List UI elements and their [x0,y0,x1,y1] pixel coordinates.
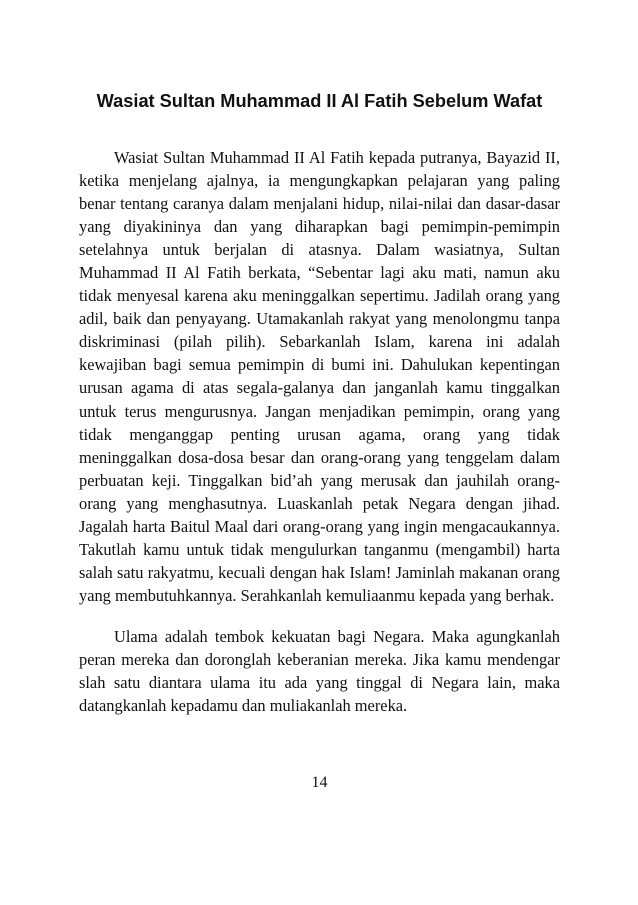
body-paragraph-1: Wasiat Sultan Muhammad II Al Fatih kepada putranya, Bayazid II, ketika menjelang ajalnya, ia mengungkapkan pelajaran yang paling benar tentang caranya dalam menjalani hidup, nilai-nilai dan dasar-dasar yang diyakininya dan yang diharapkan bagi pemimpin-pemimpin setelahnya untuk berjalan di atasnya. Dalam wasiatnya, Sultan Muhammad II Al Fatih berkata, “Sebentar lagi aku mati, namun aku tidak menyesal karena aku meninggalkan sepertimu. Jadilah orang yang adil, baik dan penyayang. Utamakanlah rakyat yang menolongmu tanpa diskriminasi (pilah pilih). Sebarkanlah Islam, karena ini adalah kewajiban bagi semua pemimpin di bumi ini. Dahulukan kepentingan urusan agama di atas segala-galanya dan janganlah kamu tinggalkan untuk terus mengurusnya. Jangan menjadikan pemimpin, orang yang tidak menganggap penting urusan agama, orang yang tidak meninggalkan dosa-dosa besar dan orang-orang yang tenggelam dalam perbuatan keji. Tinggalkan bid’ah yang merusak dan jauhilah orang-orang yang menghasutnya. Luaskanlah petak Negara dengan jihad. Jagalah harta Baitul Maal dari orang-orang yang ingin mengacaukannya. Takutlah kamu untuk tidak mengulurkan tanganmu (mengambil) harta salah satu rakyatmu, kecuali dengan hak Islam! Jaminlah makanan orang yang membutuhkannya. Serahkanlah kemuliaanmu kepada yang berhak. [79,148,560,605]
page-number: 14 [311,774,328,791]
page-title: Wasiat Sultan Muhammad II Al Fatih Sebelum Wafat [96,91,543,111]
body-paragraph-2: Ulama adalah tembok kekuatan bagi Negara. Maka agungkanlah peran mereka dan doronglah keberanian mereka. Jika kamu mendengar slah satu diantara ulama itu ada yang tinggal di Negara lain, maka datangkanlah kepadamu dan muliakanlah mereka. [79,627,560,716]
document-page [79,0,560,905]
